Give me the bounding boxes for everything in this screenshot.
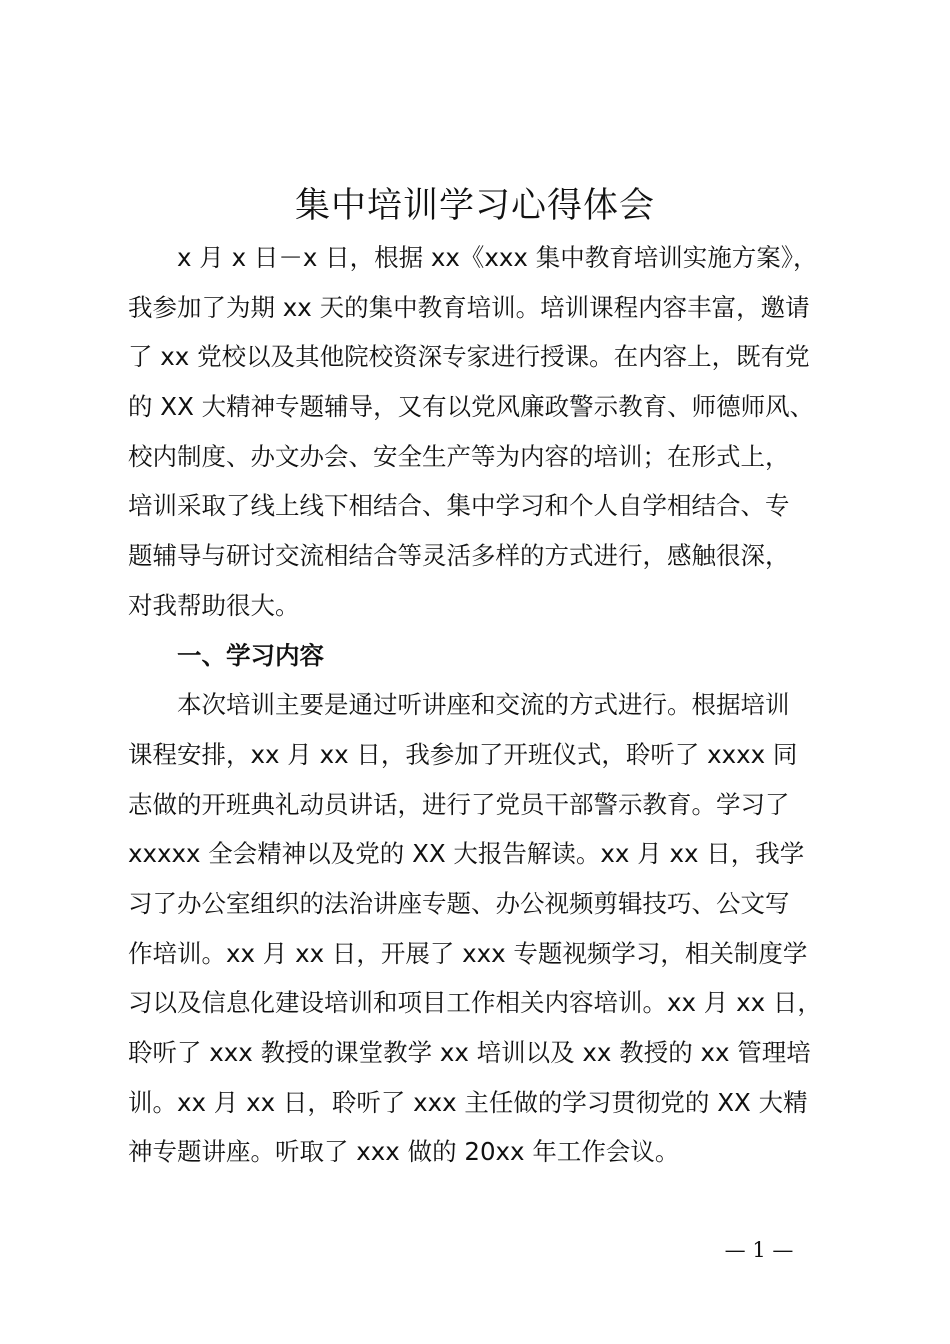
paragraph-line: 对我帮助很大。 xyxy=(128,590,300,620)
paragraph-line: 本次培训主要是通过听讲座和交流的方式进行。根据培训 xyxy=(177,690,790,720)
paragraph-line: 训。xx 月 xx 日，聆听了 xxx 主任做的学习贯彻党的 XX 大精 xyxy=(128,1087,808,1117)
paragraph-line: 了 xx 党校以及其他院校资深专家进行授课。在内容上，既有党 xyxy=(128,342,810,372)
paragraph-line: x 月 x 日－x 日，根据 xx《xxx 集中教育培训实施方案》， xyxy=(177,243,818,272)
paragraph-line: 志做的开班典礼动员讲话，进行了党员干部警示教育。学习了 xyxy=(128,789,790,819)
page-title: 集中培训学习心得体会 xyxy=(294,186,655,226)
paragraph-line: 聆听了 xxx 教授的课堂教学 xx 培训以及 xx 教授的 xx 管理培 xyxy=(128,1038,811,1067)
paragraph-line: xxxxx 全会精神以及党的 XX 大报告解读。xx 月 xx 日，我学 xyxy=(128,839,805,869)
paragraph-line: 作培训。xx 月 xx 日，开展了 xxx 专题视频学习，相关制度学 xyxy=(128,938,808,968)
paragraph-line: 习以及信息化建设培训和项目工作相关内容培训。xx 月 xx 日， xyxy=(128,988,822,1018)
paragraph-line: 神专题讲座。听取了 xxx 做的 20xx 年工作会议。 xyxy=(128,1137,680,1167)
paragraph-line: 题辅导与研讨交流相结合等灵活多样的方式进行，感触很深， xyxy=(128,541,790,571)
paragraph-line: 的 XX 大精神专题辅导，又有以党风廉政警示教育、师德师风、 xyxy=(128,392,815,422)
document-body xyxy=(128,233,838,1177)
paragraph-line: 培训采取了线上线下相结合、集中学习和个人自学相结合、专 xyxy=(128,491,790,521)
paragraph-line: 课程安排，xx 月 xx 日，我参加了开班仪式，聆听了 xxxx 同 xyxy=(128,739,798,769)
paragraph-line: 校内制度、办文办会、安全生产等为内容的培训；在形式上， xyxy=(128,441,790,471)
page-number: — 1 — xyxy=(724,1238,794,1262)
paragraph-line: 我参加了为期 xx 天的集中教育培训。培训课程内容丰富，邀请 xyxy=(128,292,810,322)
paragraph-line: 习了办公室组织的法治讲座专题、办公视频剪辑技巧、公文写 xyxy=(128,888,790,918)
section-heading: 一、学习内容 xyxy=(177,640,324,670)
